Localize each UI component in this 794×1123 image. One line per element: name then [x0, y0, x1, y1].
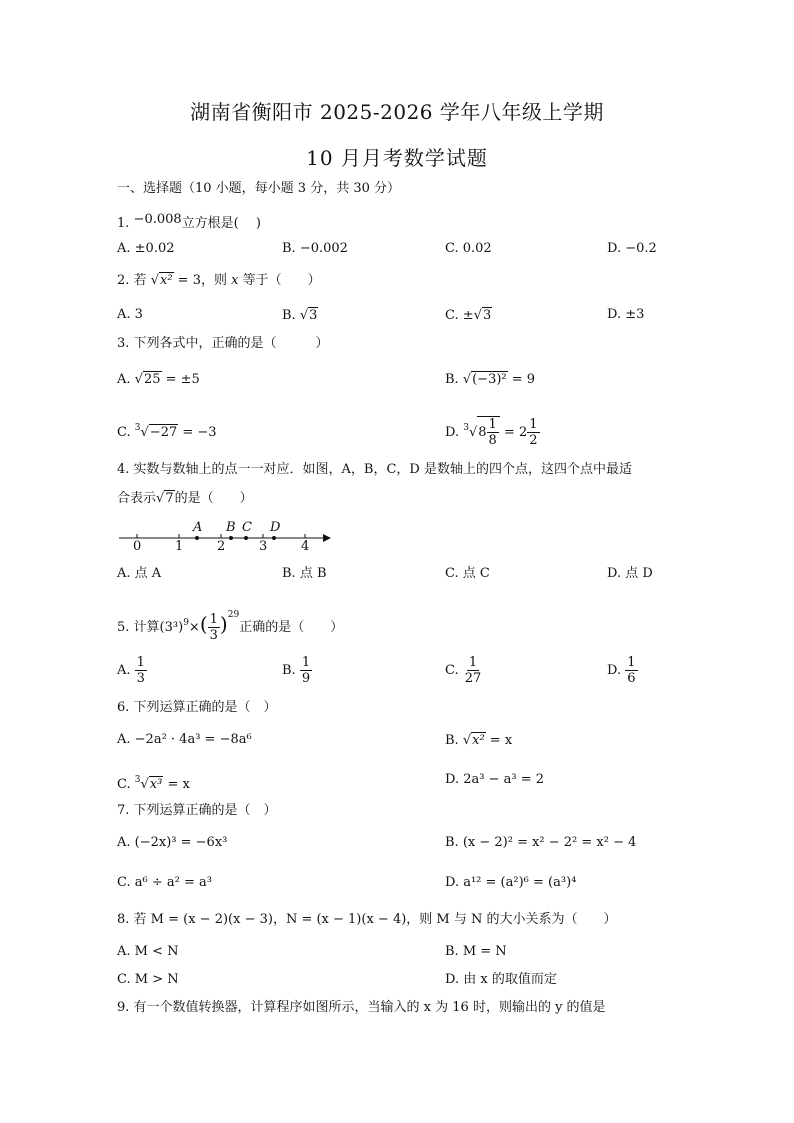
- q5-option-c-num: 1: [468, 655, 478, 670]
- q4-option-b: B. 点 B: [282, 566, 327, 581]
- q5-base: (3³): [159, 620, 184, 635]
- q2-option-c-radicand: 3: [482, 308, 492, 323]
- exam-title-line1: 湖南省衡阳市 2025-2026 学年八年级上学期: [190, 100, 604, 124]
- q8-option-c: C. M > N: [117, 972, 179, 987]
- q3-d-fden: 2: [529, 433, 538, 448]
- q8-option-b: B. M = N: [445, 944, 507, 959]
- q3-option-c-radicand: −27: [149, 425, 178, 440]
- q7-option-a: A. (−2x)³ = −6x³: [117, 835, 228, 850]
- question-4-stem-line2: 合表示√7的是（ ）: [117, 491, 253, 506]
- q2-stem-post: 等于（ ）: [238, 273, 321, 288]
- q6-option-c: C. $^3$√x³ = x: [117, 775, 190, 792]
- question-3-stem: 3. 下列各式中，正确的是（ ）: [117, 336, 329, 351]
- q3-d-whole: 8: [478, 425, 487, 440]
- q1-expression: −0.008: [133, 212, 182, 227]
- q3-option-b: B. √(−3)² = 9: [445, 372, 536, 387]
- q3-option-b-label: B.: [445, 372, 459, 387]
- question-8-stem: 8. 若 M = (x − 2)(x − 3)，N = (x − 1)(x − 4)，则 M 与 N 的大小关系为（ ）: [117, 912, 617, 927]
- q4-stem2-pre: 合表示: [117, 491, 157, 506]
- point-d-label: D: [270, 520, 281, 535]
- q6-option-b: B. √x² = x: [445, 733, 513, 748]
- q3-option-a-radicand: 25: [143, 372, 161, 387]
- q3-option-c-index: 3: [134, 423, 141, 433]
- exam-title-line2: 10 月月考数学试题: [306, 146, 488, 170]
- q6-option-b-rhs: = x: [485, 733, 513, 748]
- q7-option-b: B. (x − 2)² = x² − 2² = x² − 4: [445, 835, 637, 850]
- point-a-dot: [195, 536, 199, 540]
- q6-option-c-radicand: x³: [149, 777, 163, 792]
- point-c-label: C: [242, 520, 252, 535]
- q5-option-c-den: 27: [464, 671, 482, 686]
- q3-option-d-index: 3: [463, 423, 469, 433]
- tick-label-0: 0: [133, 539, 142, 554]
- q3-option-a-rhs: = ±5: [161, 372, 200, 387]
- q2-option-b-label: B.: [282, 308, 296, 323]
- q6-option-c-index: 3: [134, 775, 141, 785]
- q1-text: 立方根是( ): [181, 216, 261, 231]
- question-5-stem: 5. 计算$(3^3)^9\times$( $\frac{1}{3}$ )$^{29}$正确的是（ ）: [117, 610, 344, 643]
- q3-option-d-label: D.: [445, 425, 460, 440]
- q4-stem2-radicand: 7: [165, 491, 174, 506]
- question-7-stem: 7. 下列运算正确的是（ ）: [117, 803, 277, 818]
- q1-option-b: B. −0.002: [282, 241, 348, 256]
- point-b-label: B: [226, 520, 236, 535]
- q4-option-d: D. 点 D: [607, 566, 653, 581]
- q5-option-c: [445, 653, 483, 689]
- q1-option-d: D. −0.2: [607, 241, 657, 256]
- q3-option-c-label: C.: [117, 425, 131, 440]
- q3-option-d: D. $^3$√8 $\frac{1}{8}$ = 2 $\frac{1}{2}$: [445, 417, 538, 448]
- tick-label-3: 3: [259, 539, 268, 554]
- question-6-stem: 6. 下列运算正确的是（ ）: [117, 700, 277, 715]
- q3-option-a: A. √25 = ±5: [117, 372, 200, 387]
- q4-option-a: A. 点 A: [117, 566, 162, 581]
- q8-option-a: A. M < N: [117, 944, 179, 959]
- q1-number: 1.: [117, 216, 130, 231]
- q3-d-eq: = 2: [499, 425, 528, 440]
- q5-option-a-num: 1: [136, 655, 145, 670]
- q7-option-d: D. a¹² = (a²)⁶ = (a³)⁴: [445, 875, 577, 890]
- q5-frac-num: 1: [209, 612, 218, 627]
- q5-exp2: 29: [227, 610, 240, 620]
- q2-option-d: D. ±3: [607, 307, 645, 322]
- q3-d-fnum: 1: [529, 417, 538, 432]
- q5-frac-den: 3: [209, 628, 218, 643]
- q6-option-d: D. 2a³ − a³ = 2: [445, 772, 545, 787]
- q5-times: ×: [188, 620, 200, 635]
- q5-option-d-num: 1: [627, 655, 636, 670]
- q3-option-c-rhs: = −3: [178, 425, 217, 440]
- q7-option-c: C. a⁶ ÷ a² = a³: [117, 875, 212, 890]
- question-9-stem: 9. 有一个数值转换器，计算程序如图所示，当输入的 x 为 16 时，则输出的 y 的值是: [117, 1000, 606, 1015]
- question-2-stem: [117, 272, 321, 289]
- q5-option-b: [282, 653, 312, 689]
- q3-option-b-radicand: (−3)²: [472, 372, 507, 387]
- q2-option-a: A. 3: [117, 307, 143, 322]
- q2-option-c: C. ±√3: [445, 308, 492, 323]
- q5-option-d-label: D.: [607, 663, 622, 678]
- question-4-stem-line1: 4. 实数与数轴上的点一一对应．如图，A，B，C，D 是数轴上的四个点，这四个点中最适: [117, 462, 632, 477]
- q5-option-a: [117, 653, 147, 689]
- point-d-dot: [272, 536, 276, 540]
- q2-stem-eq: = 3，则: [173, 273, 232, 288]
- q8-option-d: D. 由 x 的取值而定: [445, 972, 557, 987]
- tick-label-2: 2: [217, 539, 226, 554]
- q2-option-b: B. √3: [282, 308, 318, 323]
- q5-option-b-den: 9: [301, 671, 311, 686]
- question-1-stem: [117, 212, 261, 232]
- number-line-arrow: [323, 534, 331, 542]
- q5-option-a-den: 3: [136, 671, 145, 686]
- q4-option-c: C. 点 C: [445, 566, 490, 581]
- section-heading: 一、选择题（10 小题，每小题 3 分，共 30 分）: [117, 181, 401, 196]
- q5-option-a-label: A.: [117, 663, 131, 678]
- q5-option-d-den: 6: [627, 671, 636, 686]
- q2-stem-pre: 2. 若: [117, 273, 147, 288]
- q5-option-b-num: 1: [301, 655, 311, 670]
- tick-label-4: 4: [301, 539, 310, 554]
- q1-option-a: A. ±0.02: [117, 241, 175, 256]
- q5-option-d: [607, 653, 638, 689]
- q5-exp1: 9: [183, 618, 189, 628]
- q1-option-c: C. 0.02: [445, 241, 492, 256]
- point-b-dot: [229, 536, 233, 540]
- q2-radical: √x²: [150, 273, 173, 288]
- q3-option-a-label: A.: [117, 372, 131, 387]
- q6-option-b-label: B.: [445, 733, 459, 748]
- number-line-figure: [117, 520, 332, 560]
- tick-label-1: 1: [175, 539, 184, 554]
- q2-radicand: x²: [159, 273, 173, 288]
- q6-option-c-label: C.: [117, 777, 131, 792]
- q6-option-c-rhs: = x: [163, 777, 190, 792]
- q2-option-c-label: C. ±: [445, 308, 474, 323]
- q5-option-b-label: B.: [282, 663, 296, 678]
- point-c-dot: [244, 536, 248, 540]
- q3-d-num: 1: [488, 417, 497, 432]
- q5-option-c-label: C.: [445, 663, 459, 678]
- q2-option-b-radicand: 3: [309, 308, 318, 323]
- q6-option-b-radicand: x²: [472, 733, 485, 748]
- q3-d-den: 8: [488, 433, 497, 448]
- q5-stem-pre: 5. 计算: [117, 620, 160, 635]
- point-a-label: A: [193, 520, 203, 535]
- q3-option-d-radicand: [477, 416, 500, 448]
- q3-option-b-rhs: = 9: [507, 372, 536, 387]
- q3-option-c: C. $^3$√−27 = −3: [117, 423, 217, 440]
- q5-stem-post: 正确的是（ ）: [239, 620, 344, 635]
- q4-stem2-post: 的是（ ）: [174, 491, 253, 506]
- q6-option-a: A. −2a² · 4a³ = −8a⁶: [117, 732, 252, 747]
- q2-stem-var: x: [231, 273, 239, 288]
